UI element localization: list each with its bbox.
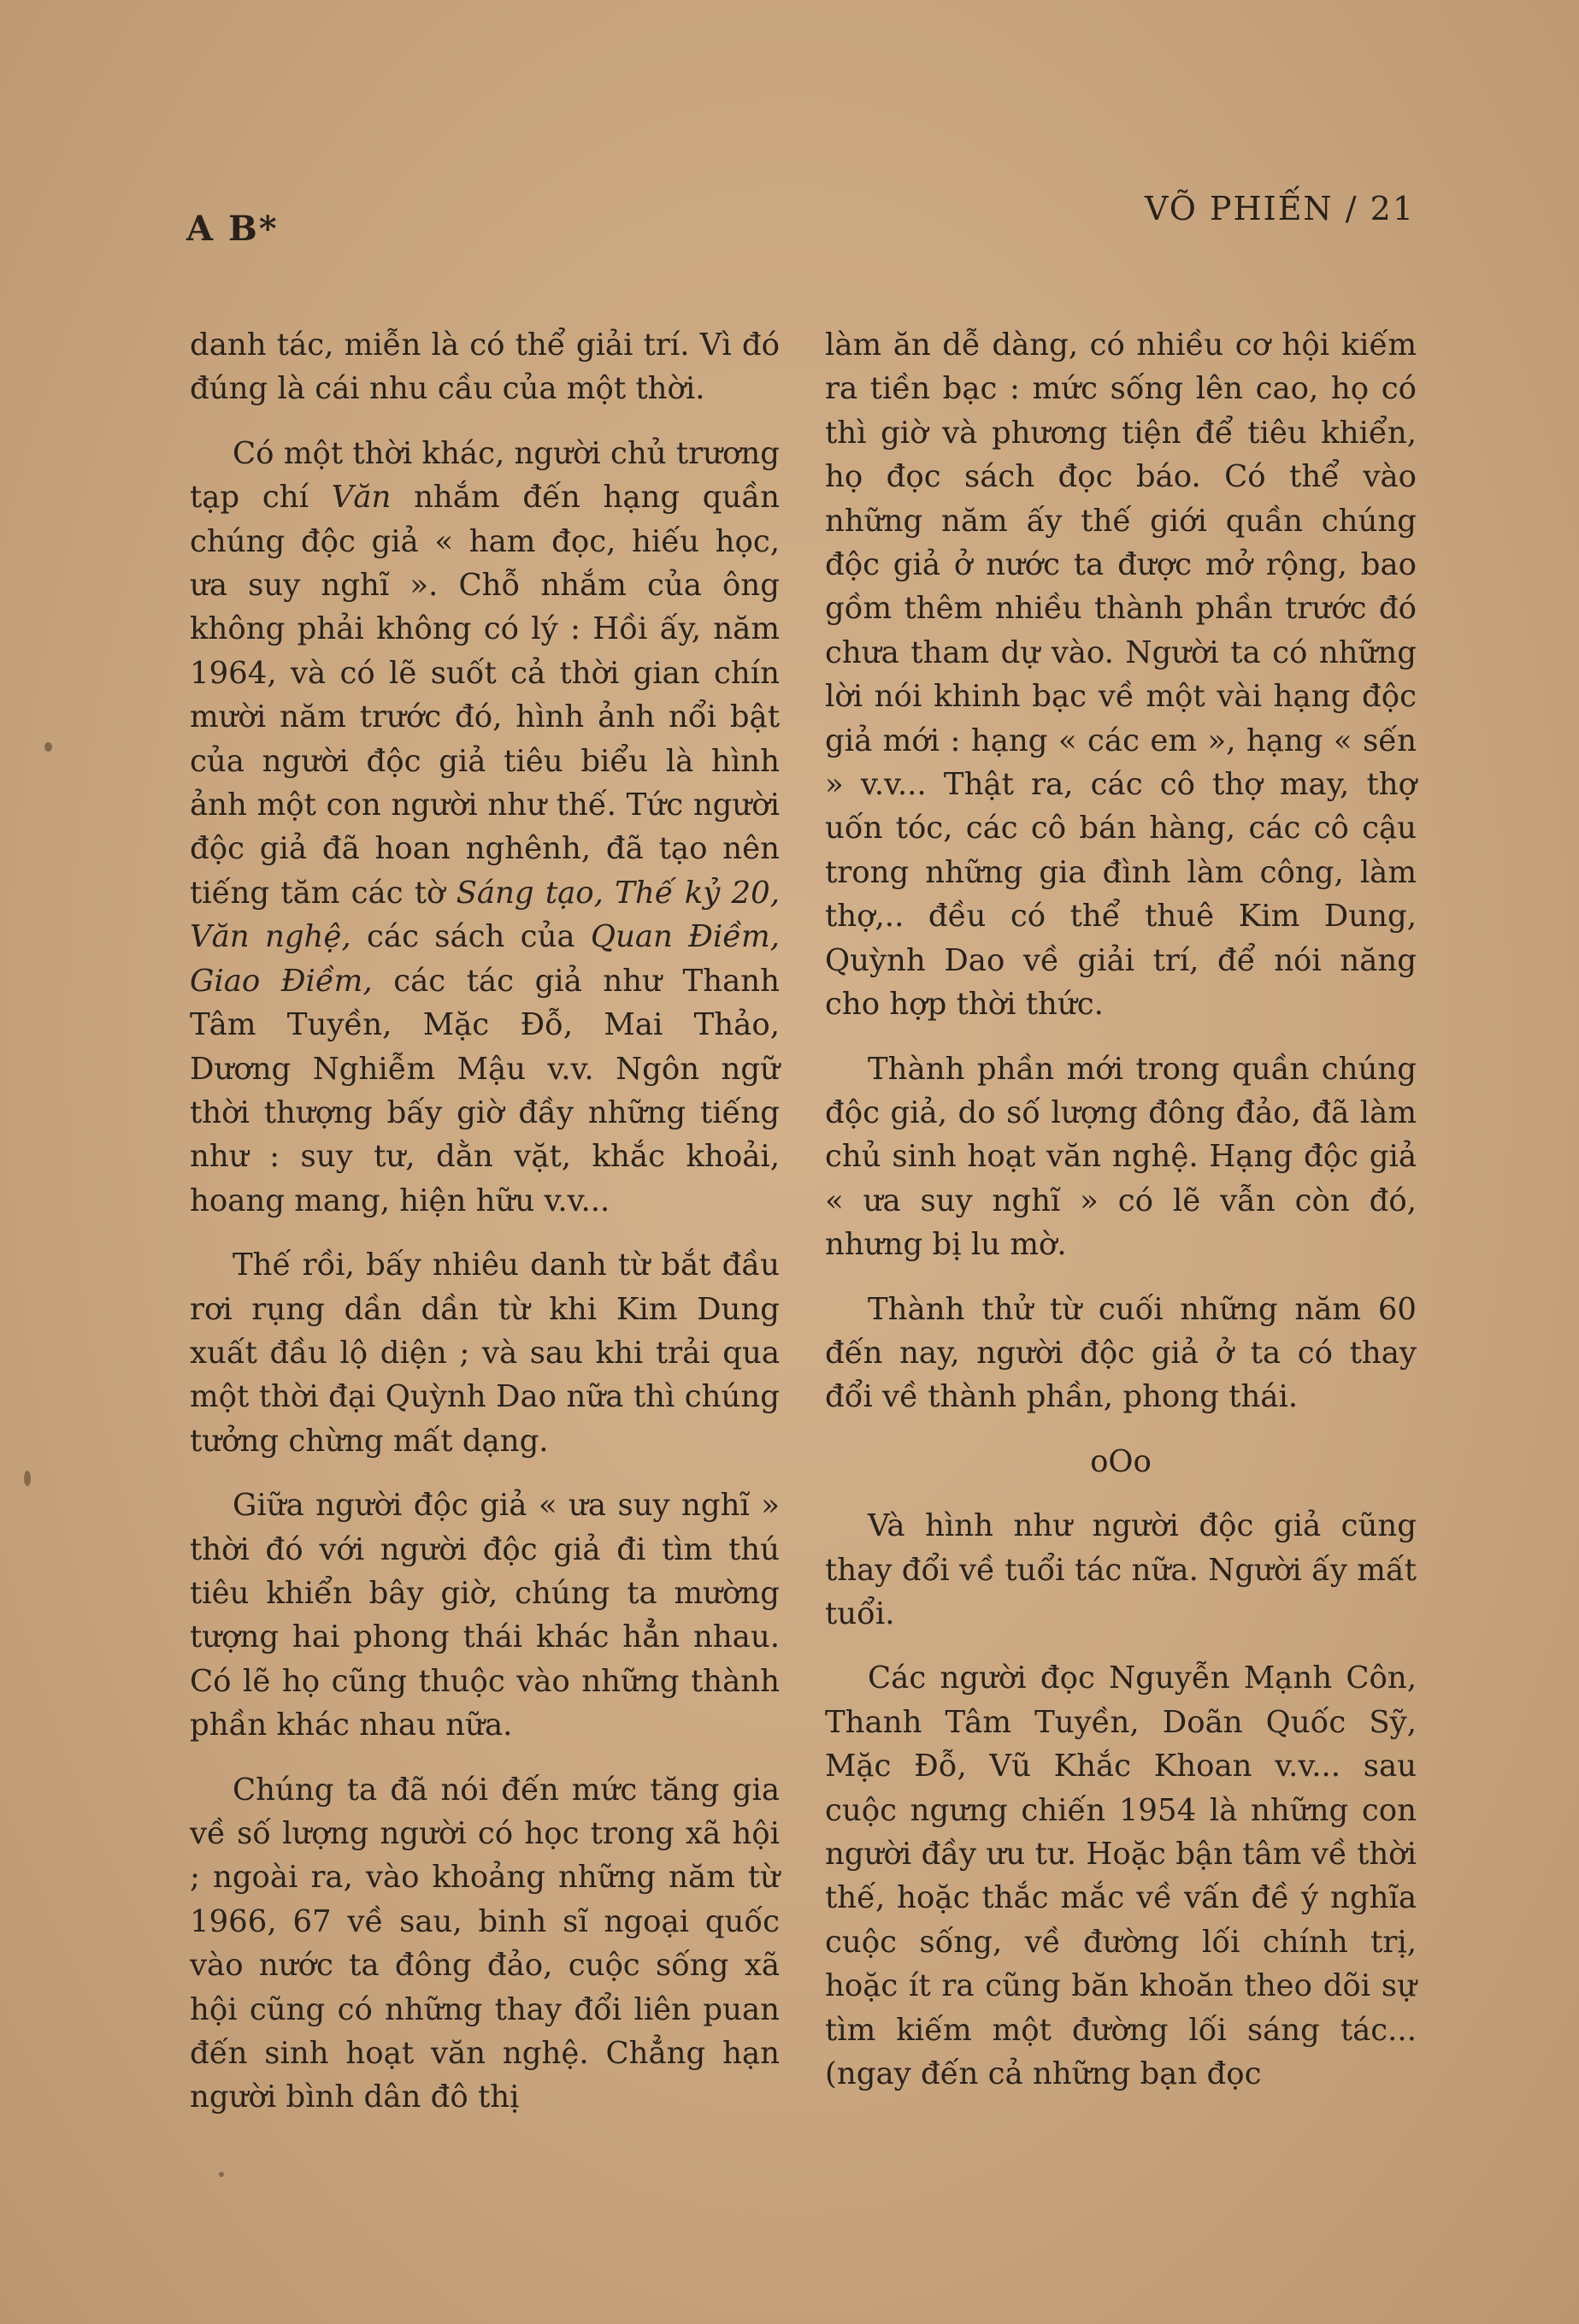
text-run: các sách của xyxy=(351,919,591,955)
paragraph: Và hình như người độc giả cũng thay đổi về tuổi tác nữa. Người ấy mất tuổi. xyxy=(825,1508,1417,1631)
paragraph xyxy=(190,432,780,1223)
paragraph: Giữa người độc giả « ưa suy nghĩ » thời đó với người độc giả đi tìm thú tiêu khiển bây giờ, chúng ta mường tượng hai phong thái khác hẳn nhau. Có lẽ họ cũng thuộc vào những thành phần khác nhau nữa. xyxy=(190,1488,780,1743)
paragraph: Thành phần mới trong quần chúng độc giả, do số lượng đông đảo, đã làm chủ sinh hoạt văn nghệ. Hạng độc giả « ưa suy nghĩ » có lẽ vẫn còn đó, nhưng bị lu mờ. xyxy=(825,1051,1417,1263)
paragraph: Chúng ta đã nói đến mức tăng gia về số lượng người có học trong xã hội ; ngoài ra, vào khoảng những năm từ 1966, 67 về sau, binh sĩ ngoại quốc vào nước ta đông đảo, cuộc sống xã hội cũng có những thay đổi liên puan đến sinh hoạt văn nghệ. Chẳng hạn người bình dân đô thị xyxy=(190,1772,780,2115)
paper-spot xyxy=(44,742,52,752)
paragraph: Thế rồi, bấy nhiêu danh từ bắt đầu rơi rụng dần dần từ khi Kim Dung xuất đầu lộ diện ; và sau khi trải qua một thời đại Quỳnh Dao nữa thì chúng tưởng chừng mất dạng. xyxy=(190,1248,780,1459)
italic-title: Quan Điềm, Giao Điềm, xyxy=(190,919,780,999)
text-run: các tác giả như Thanh Tâm Tuyền, Mặc Đỗ, Mai Thảo, Dương Nghiễm Mậu v.v. Ngôn ngữ thời thượng bấy giờ đầy những tiếng như : suy tư, dằn vặt, khắc khoải, hoang mang, hiện hữu v.v... xyxy=(190,963,780,1218)
section-separator: oOo xyxy=(1090,1443,1152,1479)
paragraph: danh tác, miễn là có thể giải trí. Vì đó đúng là cái nhu cầu của một thời. xyxy=(190,327,780,407)
italic-title: Sáng tạo, Thế kỷ 20, Văn nghệ, xyxy=(190,875,780,955)
header-left-label: A B* xyxy=(186,209,279,249)
italic-title: Văn xyxy=(331,480,392,516)
left-column xyxy=(190,323,780,2120)
paragraph: Các người đọc Nguyễn Mạnh Côn, Thanh Tâm Tuyền, Doãn Quốc Sỹ, Mặc Đỗ, Vũ Khắc Khoan v.v... sau cuộc ngưng chiến 1954 là những con người đầy ưu tư. Hoặc bận tâm về thời thế, hoặc thắc mắc về vấn đề ý nghĩa cuộc sống, về đường lối chính trị, hoặc ít ra cũng băn khoăn theo dõi sự tìm kiếm một đường lối sáng tác... (ngay đến cả những bạn đọc xyxy=(825,1660,1417,2092)
paper-spot xyxy=(219,2172,224,2177)
paragraph: làm ăn dễ dàng, có nhiều cơ hội kiếm ra tiền bạc : mức sống lên cao, họ có thì giờ và phương tiện để tiêu khiển, họ đọc sách đọc báo. Có thể vào những năm ấy thế giới quần chúng độc giả ở nước ta được mở rộng, bao gồm thêm nhiều thành phần trước đó chưa tham dự vào. Người ta có những lời nói khinh bạc về một vài hạng độc giả mới : hạng « các em », hạng « sến » v.v... Thật ra, các cô thợ may, thợ uốn tóc, các cô bán hàng, các cô cậu trong những gia đình làm công, làm thợ,.. đều có thể thuê Kim Dung, Quỳnh Dao về giải trí, để nói năng cho hợp thời thức. xyxy=(825,327,1417,1023)
text-run: Có một thời khác, người chủ trương tạp chí xyxy=(190,435,780,516)
paragraph: Thành thử từ cuối những năm 60 đến nay, người độc giả ở ta có thay đổi về thành phần, phong thái. xyxy=(825,1291,1417,1415)
paper-spot xyxy=(24,1471,31,1486)
text-run: nhắm đến hạng quần chúng độc giả « ham đọc, hiếu học, ưa suy nghĩ ». Chỗ nhắm của ông không phải không có lý : Hồi ấy, năm 1964, và có lẽ suốt cả thời gian chín mười năm trước đó, hình ảnh nổi bật của người độc giả tiêu biểu là hình ảnh một con người như thế. Tức người độc giả đã hoan nghênh, đã tạo nên tiếng tăm các tờ xyxy=(190,480,781,911)
right-column xyxy=(825,323,1417,2096)
header-author-page-number: VÕ PHIẾN / 21 xyxy=(1144,190,1415,227)
